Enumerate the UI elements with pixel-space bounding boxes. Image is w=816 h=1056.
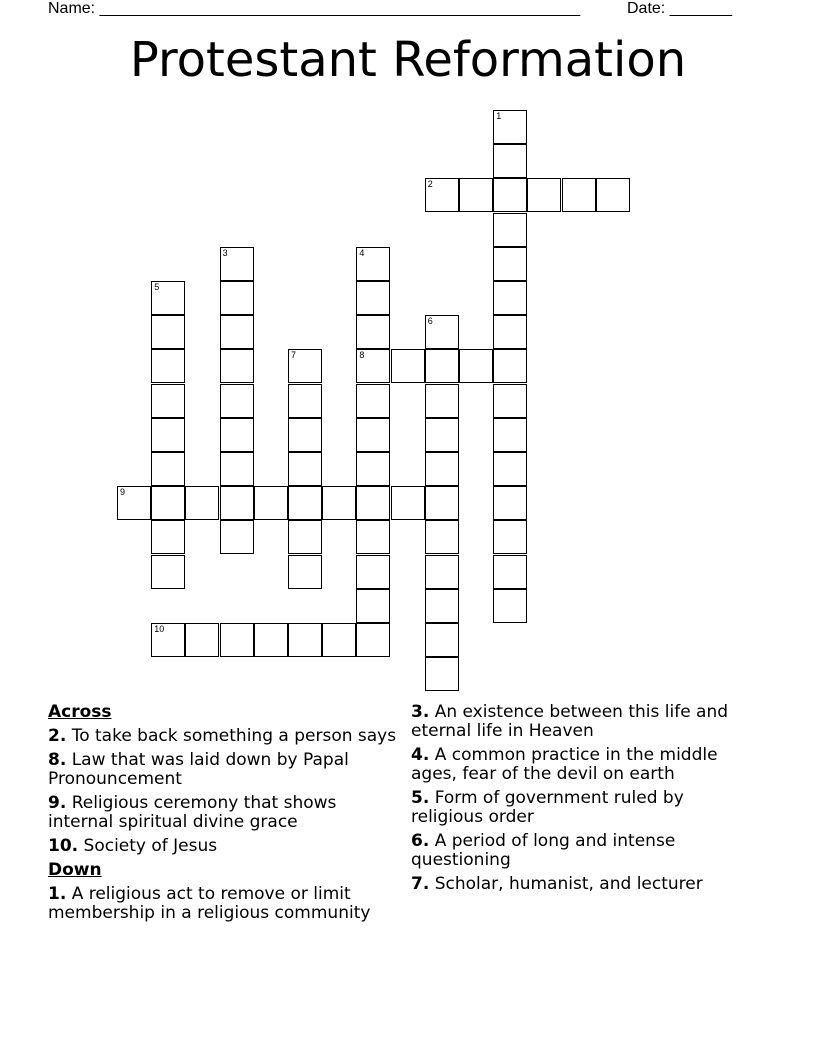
grid-cell[interactable] — [425, 657, 459, 691]
clue-number: 5. — [411, 788, 430, 808]
clue-number: 2. — [48, 726, 67, 746]
grid-cell[interactable] — [117, 486, 151, 520]
down-heading: Down — [48, 860, 102, 880]
clue-down-4 — [411, 746, 761, 784]
clue-text: Law that was laid down by Papal Pronouncement — [48, 750, 349, 789]
grid-cell[interactable] — [288, 452, 322, 486]
grid-cell[interactable] — [425, 349, 459, 383]
grid-cell[interactable] — [220, 349, 254, 383]
grid-cell[interactable] — [425, 418, 459, 452]
clue-across-8 — [48, 751, 398, 789]
grid-cell[interactable] — [493, 452, 527, 486]
clue-across-2 — [48, 727, 398, 746]
clue-number: 7. — [411, 874, 430, 894]
grid-cell[interactable] — [425, 623, 459, 657]
clue-number-label: 7 — [291, 350, 297, 361]
grid-cell[interactable] — [425, 315, 459, 349]
grid-cell[interactable] — [356, 384, 390, 418]
grid-cell[interactable] — [254, 486, 288, 520]
grid-cell[interactable] — [493, 110, 527, 144]
grid-cell[interactable] — [493, 178, 527, 212]
clue-number: 9. — [48, 793, 67, 813]
grid-cell[interactable] — [493, 247, 527, 281]
grid-cell[interactable] — [288, 555, 322, 589]
clue-text: Scholar, humanist, and lecturer — [429, 874, 703, 894]
across-heading: Across — [48, 702, 112, 722]
grid-cell[interactable] — [425, 452, 459, 486]
clue-number: 6. — [411, 831, 430, 851]
grid-cell[interactable] — [288, 349, 322, 383]
grid-cell[interactable] — [391, 486, 425, 520]
grid-cell[interactable] — [322, 623, 356, 657]
grid-cell[interactable] — [356, 452, 390, 486]
grid-cell[interactable] — [356, 555, 390, 589]
clue-across-9 — [48, 794, 398, 832]
grid-cell[interactable] — [356, 281, 390, 315]
grid-cell[interactable] — [356, 247, 390, 281]
clues-left-column — [48, 703, 398, 928]
clue-number-label: 3 — [222, 247, 228, 258]
grid-cell[interactable] — [220, 623, 254, 657]
name-field[interactable]: Name: ______________________________________________________ — [48, 0, 581, 17]
date-field[interactable]: Date: _______ — [627, 0, 732, 17]
grid-cell[interactable] — [151, 520, 185, 554]
grid-cell[interactable] — [493, 520, 527, 554]
clue-text: Form of government ruled by religious order — [411, 788, 684, 827]
grid-cell[interactable] — [425, 178, 459, 212]
clue-number-label: 8 — [359, 350, 365, 361]
grid-cell[interactable] — [425, 555, 459, 589]
grid-cell[interactable] — [527, 178, 561, 212]
grid-cell[interactable] — [356, 589, 390, 623]
grid-cell[interactable] — [151, 384, 185, 418]
clues-right-column — [411, 703, 761, 899]
clue-number-label: 4 — [359, 247, 365, 258]
grid-cell[interactable] — [151, 418, 185, 452]
grid-cell[interactable] — [220, 384, 254, 418]
clue-number: 4. — [411, 745, 430, 765]
grid-cell[interactable] — [356, 315, 390, 349]
grid-cell[interactable] — [185, 623, 219, 657]
grid-cell[interactable] — [425, 520, 459, 554]
grid-cell[interactable] — [220, 486, 254, 520]
grid-cell[interactable] — [220, 247, 254, 281]
clue-text: Society of Jesus — [78, 836, 218, 856]
grid-cell[interactable] — [356, 623, 390, 657]
grid-cell[interactable] — [493, 349, 527, 383]
grid-cell[interactable] — [425, 384, 459, 418]
grid-cell[interactable] — [288, 486, 322, 520]
grid-cell[interactable] — [493, 144, 527, 178]
grid-cell[interactable] — [493, 315, 527, 349]
grid-cell[interactable] — [220, 452, 254, 486]
clue-number-label: 6 — [427, 316, 433, 327]
grid-cell[interactable] — [493, 281, 527, 315]
grid-cell[interactable] — [425, 486, 459, 520]
clue-down-3 — [411, 703, 761, 741]
grid-cell[interactable] — [151, 555, 185, 589]
clue-down-6 — [411, 832, 761, 870]
clue-down-5 — [411, 789, 761, 827]
grid-cell[interactable] — [391, 349, 425, 383]
clue-number: 3. — [411, 702, 430, 722]
clue-number-label: 2 — [427, 179, 433, 190]
clue-number-label: 5 — [154, 282, 160, 292]
clue-number: 1. — [48, 884, 67, 904]
grid-cell[interactable] — [562, 178, 596, 212]
clue-text: To take back something a person says — [66, 726, 397, 746]
clue-across-10 — [48, 837, 398, 856]
grid-cell[interactable] — [493, 486, 527, 520]
clue-text: Religious ceremony that shows internal spiritual divine grace — [48, 793, 337, 832]
page-title: Protestant Reformation — [129, 32, 687, 88]
clue-down-7 — [411, 875, 761, 894]
grid-cell[interactable] — [151, 349, 185, 383]
grid-cell[interactable] — [459, 178, 493, 212]
grid-cell[interactable] — [288, 418, 322, 452]
clue-number-label: 9 — [120, 487, 126, 498]
grid-cell[interactable] — [493, 213, 527, 247]
grid-cell[interactable] — [356, 520, 390, 554]
grid-cell[interactable] — [493, 555, 527, 589]
grid-cell[interactable] — [356, 486, 390, 520]
grid-cell[interactable] — [425, 589, 459, 623]
grid-cell[interactable] — [596, 178, 630, 212]
grid-cell[interactable] — [151, 452, 185, 486]
grid-cell[interactable] — [493, 589, 527, 623]
clue-number: 8. — [48, 750, 67, 770]
grid-cell[interactable] — [220, 418, 254, 452]
grid-cell[interactable] — [151, 623, 185, 657]
grid-cell[interactable] — [288, 520, 322, 554]
grid-cell[interactable] — [220, 281, 254, 315]
grid-cell[interactable] — [151, 486, 185, 520]
grid-cell[interactable] — [254, 623, 288, 657]
grid-cell[interactable] — [322, 486, 356, 520]
grid-cell[interactable] — [493, 384, 527, 418]
grid-cell[interactable] — [185, 486, 219, 520]
grid-cell[interactable] — [288, 384, 322, 418]
grid-cell[interactable] — [459, 349, 493, 383]
clue-number: 10. — [48, 836, 79, 856]
clue-number-label: 1 — [496, 111, 502, 121]
grid-cell[interactable] — [220, 315, 254, 349]
grid-cell[interactable] — [151, 315, 185, 349]
clue-text: A religious act to remove or limit membership in a religious community — [48, 884, 371, 923]
grid-cell[interactable] — [493, 418, 527, 452]
clue-text: An existence between this life and eternal life in Heaven — [411, 702, 729, 741]
clue-text: A common practice in the middle ages, fear of the devil on earth — [411, 745, 718, 784]
grid-cell[interactable] — [151, 281, 185, 315]
clue-number-label: 10 — [154, 624, 165, 634]
clue-down-1 — [48, 885, 398, 923]
grid-cell[interactable] — [356, 349, 390, 383]
clue-text: A period of long and intense questioning — [411, 831, 676, 870]
grid-cell[interactable] — [288, 623, 322, 657]
grid-cell[interactable] — [220, 520, 254, 554]
grid-cell[interactable] — [356, 418, 390, 452]
